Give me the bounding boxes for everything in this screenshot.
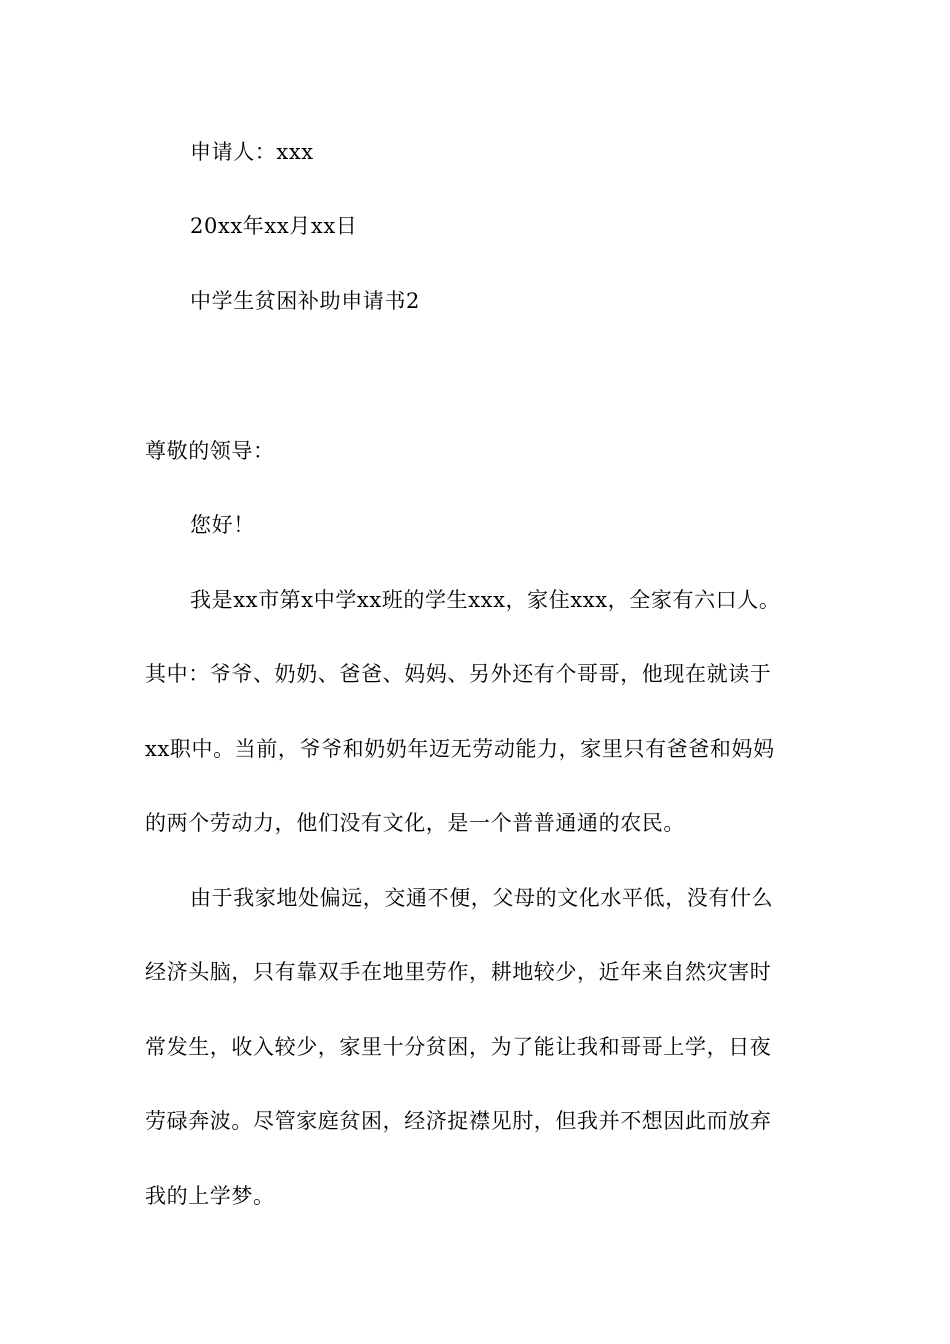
paragraph-line: xx职中。当前，爷爷和奶奶年迈无劳动能力，家里只有爸爸和妈妈 — [145, 737, 775, 761]
applicant-line: 申请人：xxx — [190, 140, 314, 164]
paragraph-line: 的两个劳动力，他们没有文化，是一个普普通通的农民。 — [145, 811, 685, 835]
date-line: 20xx年xx月xx日 — [190, 214, 358, 238]
salutation: 尊敬的领导： — [145, 439, 275, 463]
document-title: 中学生贫困补助申请书2 — [190, 289, 420, 313]
paragraph-line: 其中：爷爷、奶奶、爸爸、妈妈、另外还有个哥哥，他现在就读于 — [145, 662, 772, 686]
paragraph-line: 经济头脑，只有靠双手在地里劳作，耕地较少，近年来自然灾害时 — [145, 960, 772, 984]
greeting: 您好！ — [190, 513, 255, 537]
paragraph-line: 由于我家地处偏远，交通不便，父母的文化水平低，没有什么 — [190, 886, 774, 910]
paragraph-line: 劳碌奔波。尽管家庭贫困，经济捉襟见肘，但我并不想因此而放弃 — [145, 1109, 772, 1133]
paragraph-line: 常发生，收入较少，家里十分贫困，为了能让我和哥哥上学，日夜 — [145, 1035, 772, 1059]
paragraph-line: 我是xx市第x中学xx班的学生xxx，家住xxx，全家有六口人。 — [190, 588, 781, 612]
paragraph-line: 我的上学梦。 — [145, 1184, 275, 1208]
